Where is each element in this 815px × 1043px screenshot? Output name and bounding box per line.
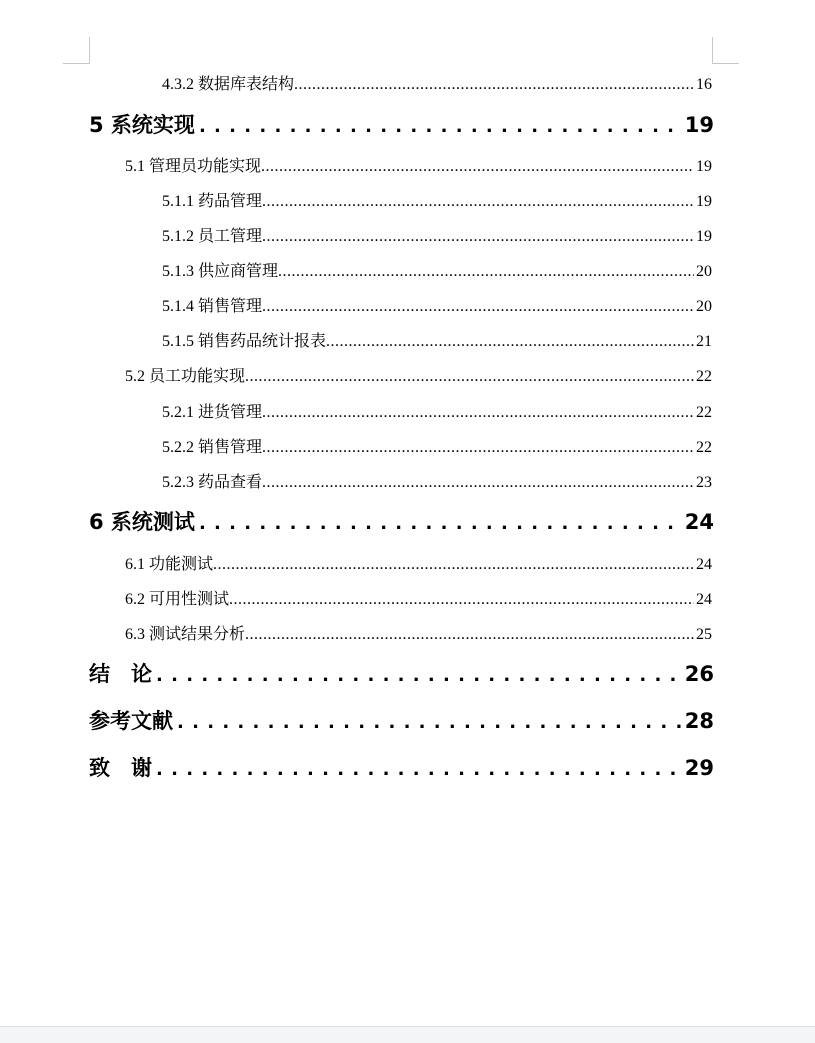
- toc-entry[interactable]: [0, 551, 815, 574]
- toc-entry-label: 5.1.3 供应商管理: [162, 263, 279, 280]
- toc-entry-label: 参考文献: [89, 709, 173, 733]
- toc-entry-label: 6.2 可用性测试: [125, 591, 230, 608]
- toc-leader: [229, 591, 694, 609]
- toc-leader: [262, 404, 694, 422]
- toc-page-number: 19: [696, 193, 712, 210]
- toc-page-number: 23: [696, 474, 712, 491]
- toc-leader: [278, 263, 694, 281]
- toc-leader: [152, 759, 683, 780]
- toc-page-number: 19: [684, 113, 714, 137]
- toc-entry-label: 5.1.2 员工管理: [162, 228, 263, 245]
- toc-leader: [261, 158, 694, 176]
- toc-entry[interactable]: [0, 223, 815, 246]
- toc-leader: [245, 626, 694, 644]
- toc-page-number: 29: [684, 756, 714, 780]
- toc-page-number: 21: [696, 333, 712, 350]
- toc-entry-label: 5.2.1 进货管理: [162, 404, 263, 421]
- toc-entry-label: 5.1.1 药品管理: [162, 193, 263, 210]
- toc-entry-label: 5.2.2 销售管理: [162, 439, 263, 456]
- toc-entry-chapter[interactable]: [0, 658, 815, 688]
- toc-entry[interactable]: [0, 399, 815, 422]
- toc-page-number: 22: [696, 404, 712, 421]
- toc-entry[interactable]: [0, 621, 815, 644]
- toc-entry[interactable]: [0, 153, 815, 176]
- toc-page-number: 26: [684, 662, 714, 686]
- toc-page-number: 20: [696, 298, 712, 315]
- toc-leader: [173, 712, 683, 733]
- toc-leader: [262, 474, 694, 492]
- toc-page-number: 19: [696, 158, 712, 175]
- toc-entry-chapter[interactable]: [0, 752, 815, 782]
- toc-page-number: 16: [696, 76, 712, 93]
- toc-entry-label: 5.1.4 销售管理: [162, 298, 263, 315]
- toc-leader: [262, 439, 694, 457]
- toc-entry[interactable]: [0, 434, 815, 457]
- toc-leader: [195, 116, 683, 137]
- toc-leader: [262, 193, 694, 211]
- toc-leader: [213, 556, 694, 574]
- toc-leader: [195, 513, 683, 534]
- toc-entry-chapter[interactable]: [0, 109, 815, 139]
- viewer-bottom-bar: [0, 1026, 815, 1043]
- toc-entry-label: 致 谢: [89, 756, 152, 780]
- toc-entry-label: 5.2.3 药品查看: [162, 474, 263, 491]
- toc-entry-chapter[interactable]: [0, 506, 815, 536]
- toc-entry[interactable]: [0, 469, 815, 492]
- toc-entry-label: 6.1 功能测试: [125, 556, 214, 573]
- toc-page-number: 24: [696, 556, 712, 573]
- toc-page-number: 22: [696, 368, 712, 385]
- toc-leader: [245, 368, 694, 386]
- toc-entry-label: 5.2 员工功能实现: [125, 368, 246, 385]
- toc-entry[interactable]: [0, 258, 815, 281]
- toc-page-number: 19: [696, 228, 712, 245]
- toc-entry[interactable]: [0, 293, 815, 316]
- toc-page-number: 22: [696, 439, 712, 456]
- toc-entry-label: 5.1.5 销售药品统计报表: [162, 333, 327, 350]
- toc-page-number: 20: [696, 263, 712, 280]
- toc-entry[interactable]: [0, 586, 815, 609]
- toc-page-number: 24: [696, 591, 712, 608]
- toc-entry-label: 结 论: [89, 662, 152, 686]
- toc-entry-label: 4.3.2 数据库表结构: [162, 76, 295, 93]
- toc-leader: [326, 333, 694, 351]
- toc-entry-label: 5.1 管理员功能实现: [125, 158, 262, 175]
- margin-corner-top-right: [712, 37, 739, 64]
- toc-page-number: 25: [696, 626, 712, 643]
- toc-entry[interactable]: [0, 328, 815, 351]
- toc-entry[interactable]: [0, 71, 815, 94]
- toc-page-number: 24: [684, 510, 714, 534]
- toc-page-number: 28: [684, 709, 714, 733]
- toc-leader: [262, 228, 694, 246]
- toc-entry-chapter[interactable]: [0, 705, 815, 735]
- margin-corner-top-left: [63, 37, 90, 64]
- toc-entry-label: 6 系统测试: [89, 510, 195, 534]
- toc-leader: [152, 665, 683, 686]
- toc-leader: [294, 76, 694, 94]
- toc-entry-label: 5 系统实现: [89, 113, 195, 137]
- toc-entry-label: 6.3 测试结果分析: [125, 626, 246, 643]
- toc-leader: [262, 298, 694, 316]
- toc-entry[interactable]: [0, 188, 815, 211]
- toc-entry[interactable]: [0, 363, 815, 386]
